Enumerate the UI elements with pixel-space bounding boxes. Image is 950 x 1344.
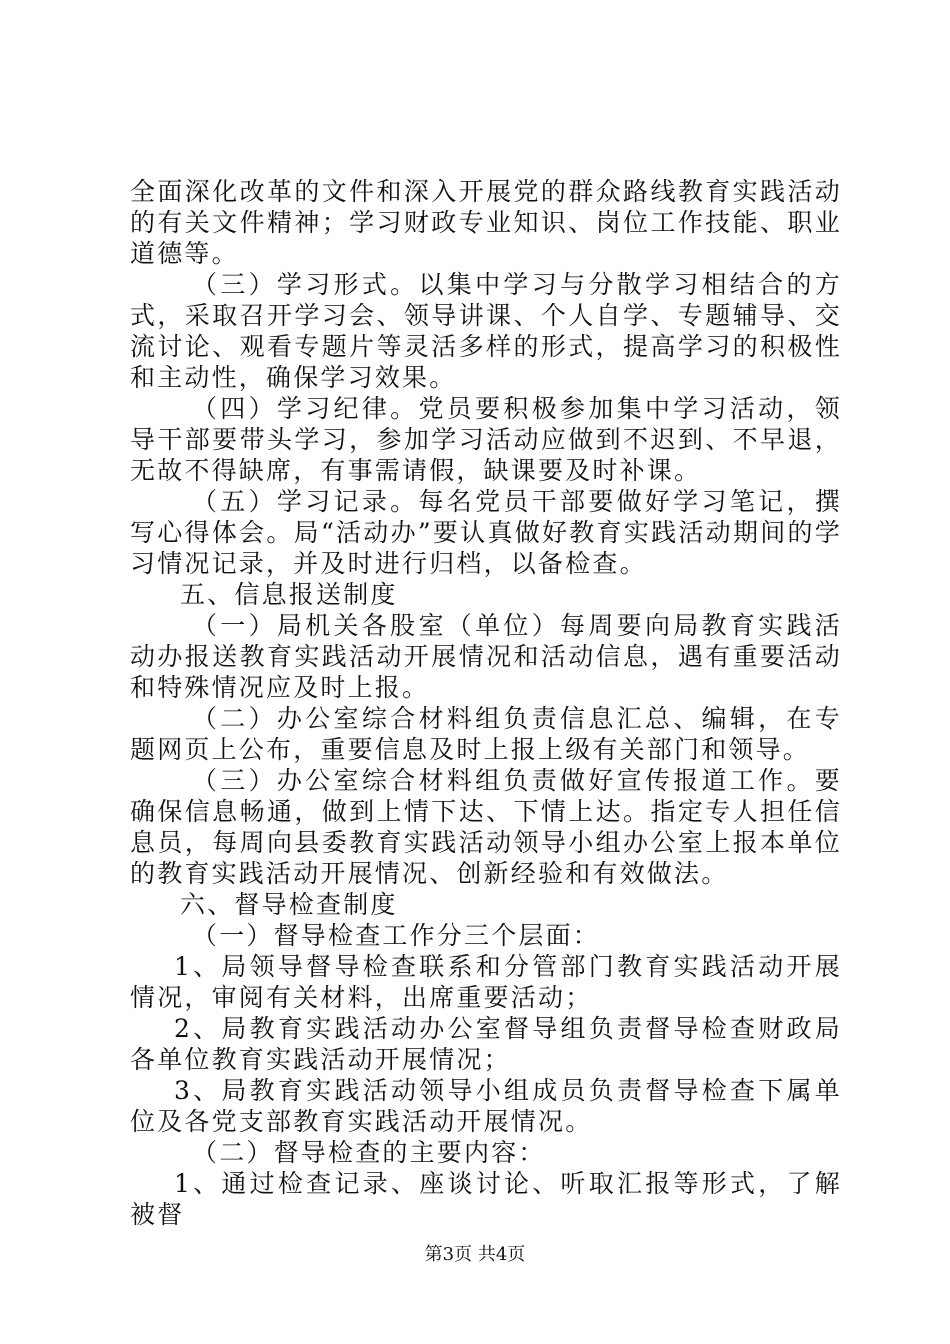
list-item: 2、局教育实践活动办公室督导组负责督导检查财政局各单位教育实践活动开展情况； <box>130 1014 842 1074</box>
section-heading: 五、信息报送制度 <box>180 580 398 609</box>
paragraph: （一）局机关各股室（单位）每周要向局教育实践活动办报送教育实践活动开展情况和活动信息，遇有重要活动和特殊情况应及时上报。 <box>130 611 842 702</box>
paragraph: 全面深化改革的文件和深入开展党的群众路线教育实践活动的有关文件精神；学习财政专业知识、岗位工作技能、职业道德等。 <box>130 177 842 268</box>
page-number: 第3页 共4页 <box>424 1244 526 1265</box>
paragraph: （四）学习纪律。党员要积极参加集中学习活动，领导干部要带头学习，参加学习活动应做到不迟到、不早退，无故不得缺席，有事需请假，缺课要及时补课。 <box>130 394 842 485</box>
document-body <box>130 176 842 1230</box>
paragraph: （二）督导检查的主要内容： <box>192 1138 546 1167</box>
paragraph: （二）办公室综合材料组负责信息汇总、编辑，在专题网页上公布，重要信息及时上报上级有关部门和领导。 <box>130 704 842 764</box>
paragraph: （三）办公室综合材料组负责做好宣传报道工作。要确保信息畅通，做到上情下达、下情上达。指定专人担任信息员，每周向县委教育实践活动领导小组办公室上报本单位的教育实践活动开展情况、创新经验和有效做法。 <box>130 766 842 888</box>
list-item: 1、局领导督导检查联系和分管部门教育实践活动开展情况，审阅有关材料，出席重要活动； <box>130 952 842 1012</box>
paragraph: （五）学习记录。每名党员干部要做好学习笔记，撰写心得体会。局“活动办”要认真做好教育实践活动期间的学习情况记录，并及时进行归档，以备检查。 <box>130 487 842 578</box>
paragraph: （三）学习形式。以集中学习与分散学习相结合的方式，采取召开学习会、领导讲课、个人自学、专题辅导、交流讨论、观看专题片等灵活多样的形式，提高学习的积极性和主动性，确保学习效果。 <box>130 270 842 392</box>
paragraph: （一）督导检查工作分三个层面： <box>192 921 601 950</box>
list-item: 3、局教育实践活动领导小组成员负责督导检查下属单位及各党支部教育实践活动开展情况。 <box>130 1076 842 1136</box>
list-item: 1、通过检查记录、座谈讨论、听取汇报等形式，了解被督 <box>130 1169 842 1229</box>
section-heading: 六、督导检查制度 <box>180 890 398 919</box>
